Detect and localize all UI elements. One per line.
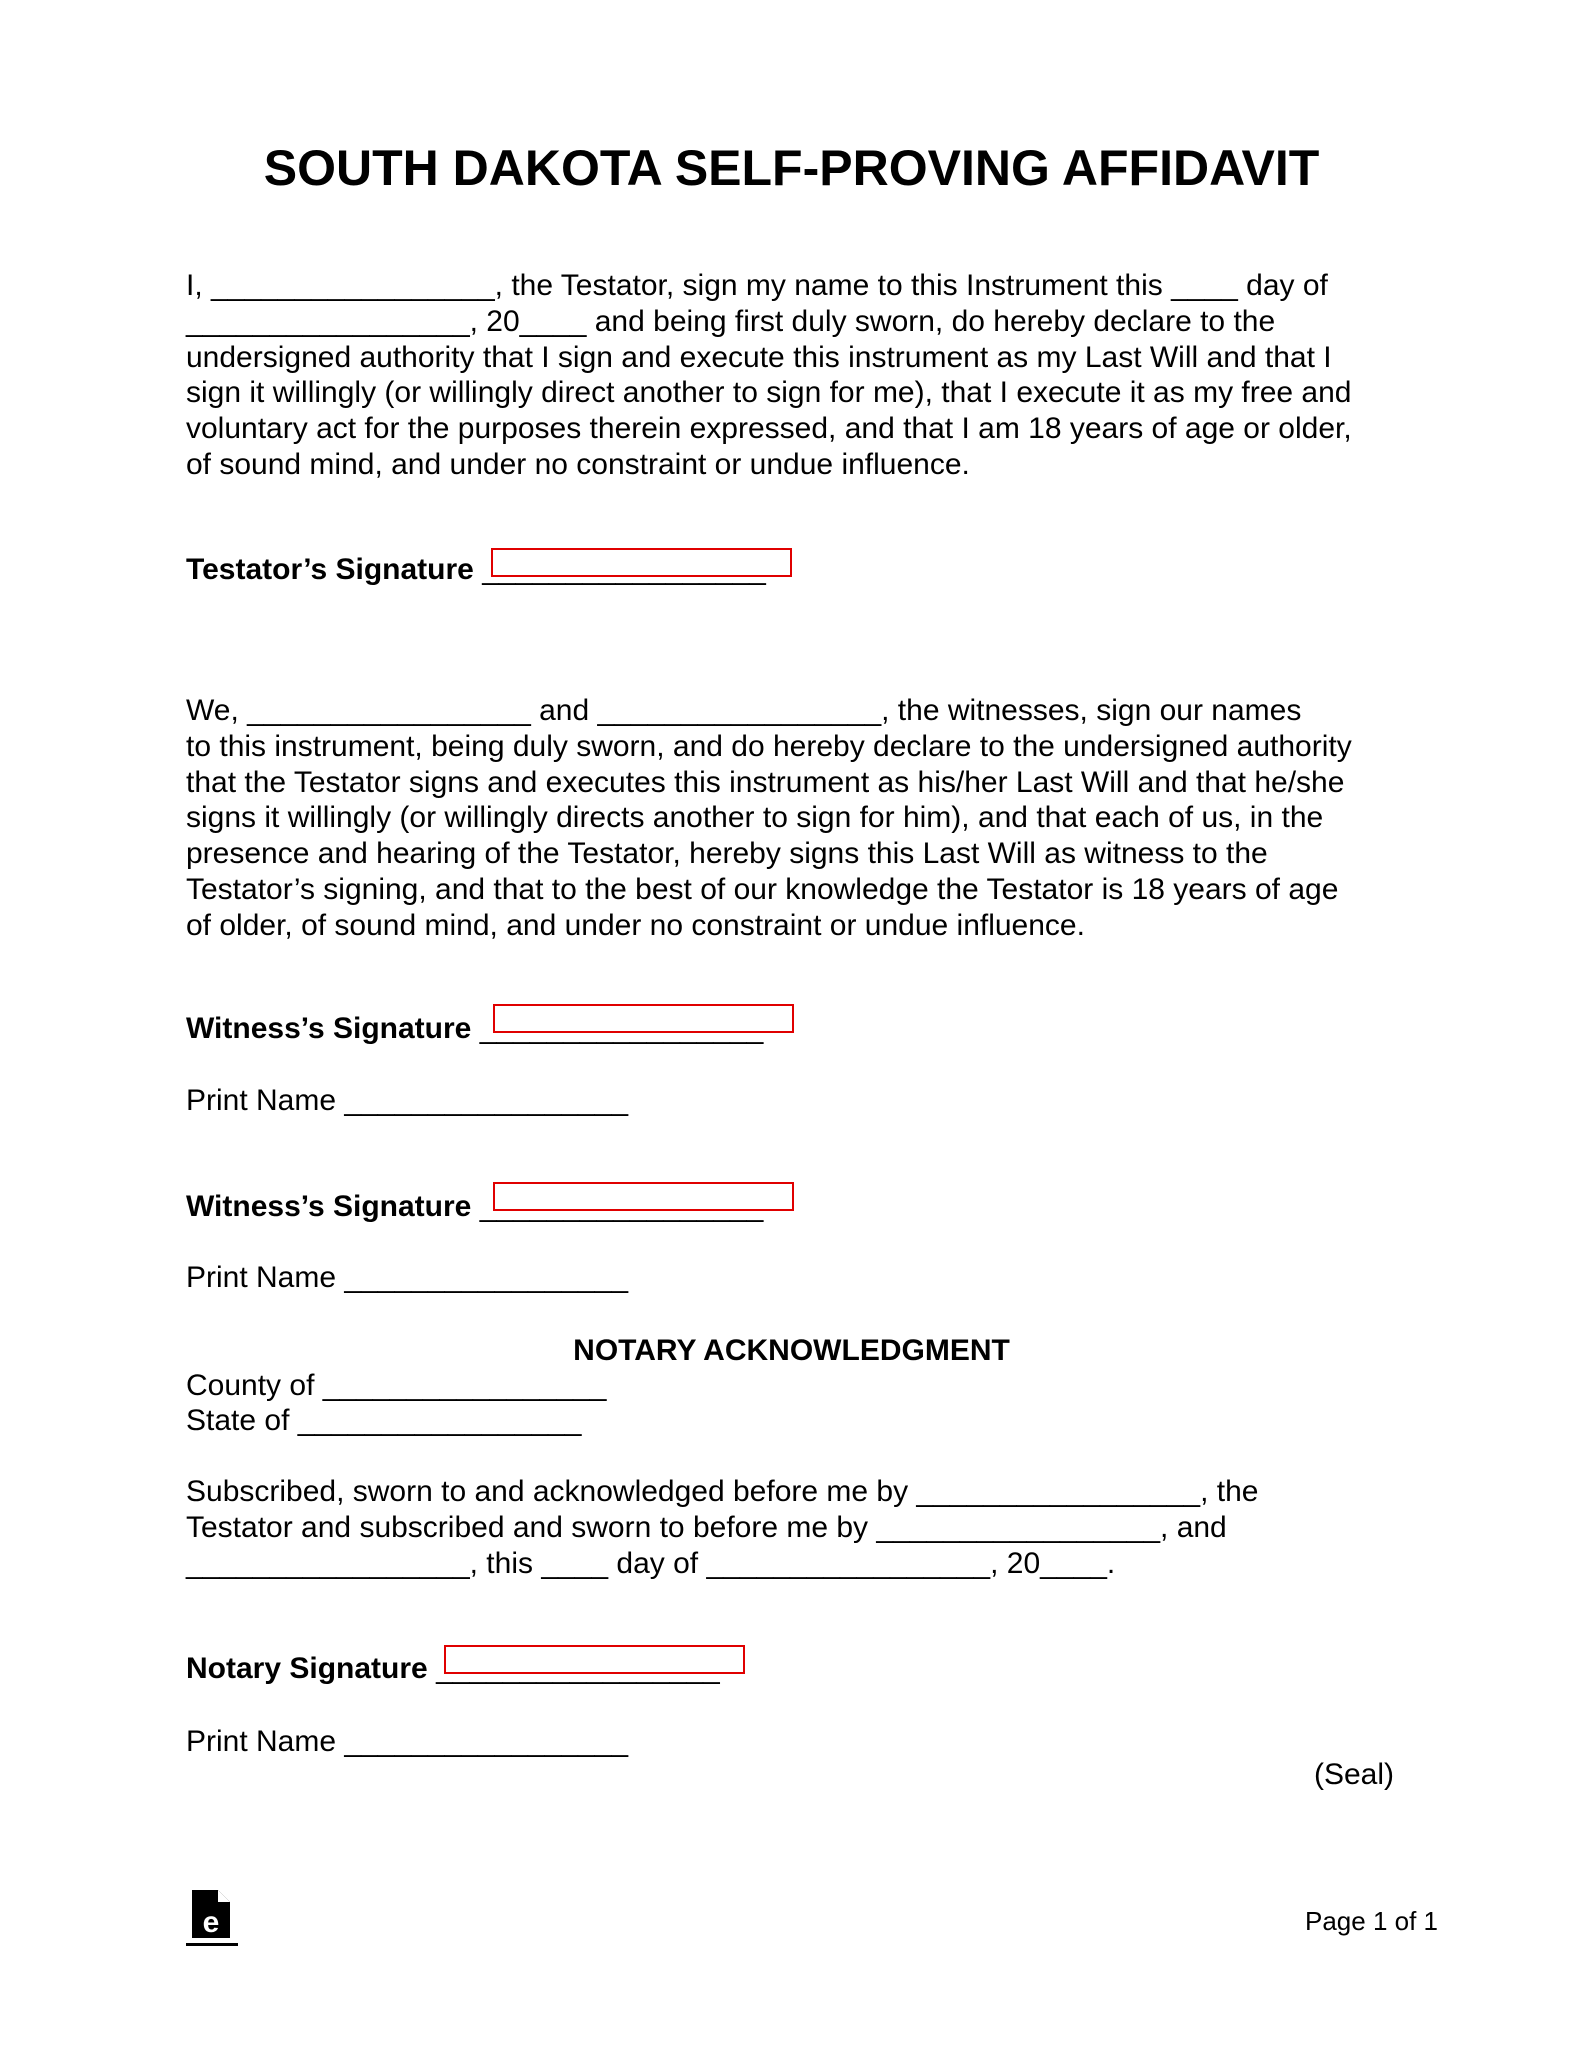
document-title: SOUTH DAKOTA SELF-PROVING AFFIDAVIT — [263, 140, 1320, 196]
witness2-print-blank[interactable]: _________________ — [344, 1261, 629, 1294]
notary-signature-blank: _________________ — [436, 1652, 720, 1685]
witness1-signature-label: Witness’s Signature — [186, 1012, 472, 1045]
witness2-signature-label: Witness’s Signature — [186, 1190, 472, 1223]
eforms-logo-icon — [186, 1888, 238, 1948]
page-number: Page 1 of 1 — [1305, 1906, 1438, 1936]
paragraph-line: voluntary act for the purposes therein expressed, and that I am 18 years of age or older, — [186, 412, 1352, 446]
paragraph-line: _________________, 20____ and being first duly sworn, do hereby declare to the — [186, 304, 1276, 338]
paragraph-line: Subscribed, sworn to and acknowledged before me by _________________, the — [186, 1475, 1259, 1508]
witness2-print-row — [186, 1260, 628, 1296]
testator-signature-blank: _________________ — [482, 553, 766, 586]
witness1-print-label: Print Name — [186, 1084, 337, 1117]
testator-signature-field[interactable] — [491, 548, 792, 577]
paragraph-line: I, _________________, the Testator, sign my name to this Instrument this ____ day of — [186, 269, 1328, 302]
notary-signature-field[interactable] — [444, 1645, 745, 1674]
notary-signature-label: Notary Signature — [186, 1652, 428, 1685]
paragraph-line: We, _________________ and _________________, the witnesses, sign our names — [186, 694, 1302, 727]
notary-heading: NOTARY ACKNOWLEDGMENT — [573, 1334, 1010, 1367]
notary-print-row — [186, 1724, 628, 1760]
notary-paragraph — [186, 1474, 1416, 1581]
paragraph-line: to this instrument, being duly sworn, and do hereby declare to the undersigned authority — [186, 729, 1352, 763]
notary-print-blank[interactable]: _________________ — [344, 1725, 629, 1758]
witness-paragraph — [186, 693, 1416, 944]
notary-county[interactable]: County of _________________ — [186, 1369, 607, 1402]
seal-label: (Seal) — [1313, 1758, 1394, 1791]
witness1-signature-blank: _________________ — [479, 1012, 764, 1045]
paragraph-line: Testator and subscribed and sworn to before me by _________________, and — [186, 1510, 1227, 1544]
paragraph-line: of sound mind, and under no constraint or undue influence. — [186, 447, 970, 481]
testator-signature-label: Testator’s Signature — [186, 553, 474, 586]
paragraph-line: that the Testator signs and executes this instrument as his/her Last Will and that he/she — [186, 765, 1345, 799]
svg-text:e: e — [202, 1906, 220, 1939]
testator-paragraph — [186, 268, 1416, 483]
witness2-signature-field[interactable] — [493, 1182, 794, 1211]
paragraph-line: Testator’s signing, and that to the best of our knowledge the Testator is 18 years of age — [186, 872, 1339, 906]
paragraph-line: sign it willingly (or willingly direct another to sign for me), that I execute it as my free and — [186, 376, 1352, 410]
witness1-print-blank[interactable]: _________________ — [344, 1084, 629, 1117]
paragraph-line: _________________, this ____ day of _________________, 20____. — [186, 1546, 1116, 1580]
notary-print-label: Print Name — [186, 1725, 337, 1758]
witness2-signature-blank: _________________ — [479, 1190, 764, 1223]
paragraph-line: signs it willingly (or willingly directs another to sign for him), and that each of us, in the — [186, 801, 1324, 835]
witness1-print-row — [186, 1083, 628, 1119]
paragraph-line: undersigned authority that I sign and execute this instrument as my Last Will and that I — [186, 340, 1332, 374]
paragraph-line: of older, of sound mind, and under no constraint or undue influence. — [186, 908, 1085, 942]
notary-state[interactable]: State of _________________ — [186, 1404, 582, 1437]
witness2-print-label: Print Name — [186, 1261, 337, 1294]
paragraph-line: presence and hearing of the Testator, hereby signs this Last Will as witness to the — [186, 837, 1268, 871]
witness1-signature-field[interactable] — [493, 1004, 794, 1033]
